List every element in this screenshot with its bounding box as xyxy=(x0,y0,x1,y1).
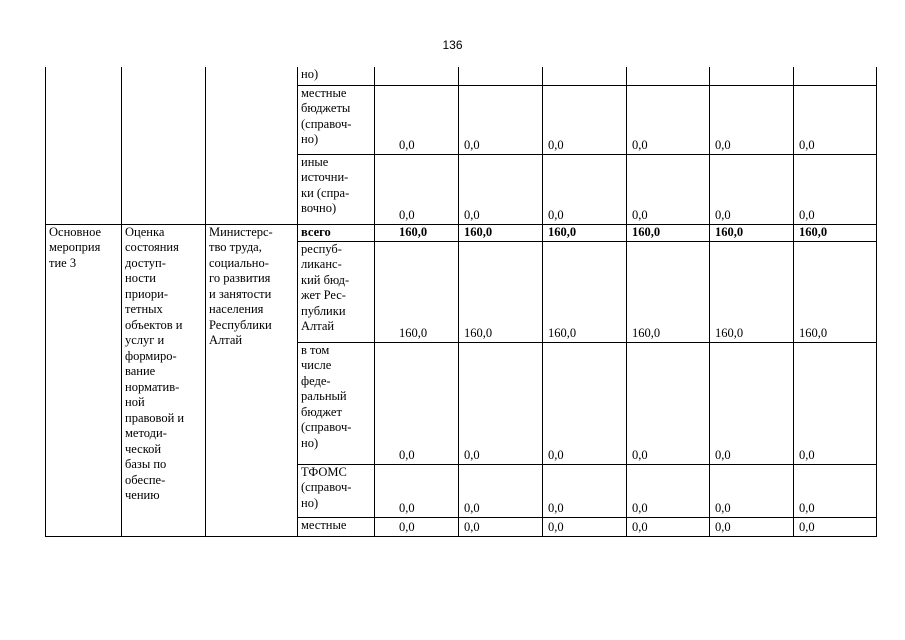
value-cell: 0,0 xyxy=(543,154,627,224)
value-cell: 0,0 xyxy=(543,342,627,464)
value-cell: 0,0 xyxy=(794,517,877,536)
value-cell: 0,0 xyxy=(794,464,877,517)
value-cell: 0,0 xyxy=(543,517,627,536)
funding-source-cell: иные источни- ки (спра- вочно) xyxy=(298,154,375,224)
value-cell: 160,0 xyxy=(794,241,877,342)
value-cell: 0,0 xyxy=(627,85,710,154)
value-cell: 160,0 xyxy=(543,241,627,342)
value-cell: 0,0 xyxy=(375,85,459,154)
funding-source-cell: но) xyxy=(298,67,375,85)
value-cell xyxy=(794,67,877,85)
value-cell: 0,0 xyxy=(710,464,794,517)
measure-title-cell: Оценка состояния доступ- ности приори- тетных объектов и услуг и формиро- вание норматив- ной правовой и методи- ческой базы по обеспе- чению xyxy=(122,224,206,536)
value-cell: 0,0 xyxy=(794,85,877,154)
funding-source-cell: респуб- ликанс- кий бюд- жет Рес- публики Алтай xyxy=(298,241,375,342)
empty-cell xyxy=(122,67,206,224)
value-cell: 0,0 xyxy=(543,85,627,154)
value-cell: 160,0 xyxy=(710,241,794,342)
value-cell: 160,0 xyxy=(375,224,459,241)
table-row xyxy=(46,224,877,241)
value-cell: 160,0 xyxy=(627,241,710,342)
funding-source-cell: ТФОМС (справоч- но) xyxy=(298,464,375,517)
value-cell: 160,0 xyxy=(710,224,794,241)
value-cell: 0,0 xyxy=(459,464,543,517)
value-cell: 0,0 xyxy=(375,517,459,536)
value-cell: 0,0 xyxy=(627,154,710,224)
value-cell: 160,0 xyxy=(375,241,459,342)
value-cell: 0,0 xyxy=(459,154,543,224)
value-cell: 0,0 xyxy=(627,517,710,536)
value-cell xyxy=(459,67,543,85)
value-cell xyxy=(543,67,627,85)
empty-cell xyxy=(46,67,122,224)
executor-cell: Министерс- тво труда, социально- го развития и занятости населения Республики Алтай xyxy=(206,224,298,536)
funding-source-cell: местные xyxy=(298,517,375,536)
value-cell: 160,0 xyxy=(794,224,877,241)
value-cell: 0,0 xyxy=(710,342,794,464)
budget-table xyxy=(45,67,877,537)
value-cell: 0,0 xyxy=(543,464,627,517)
value-cell xyxy=(627,67,710,85)
value-cell: 160,0 xyxy=(627,224,710,241)
table-row xyxy=(46,67,877,85)
value-cell: 0,0 xyxy=(794,154,877,224)
value-cell: 0,0 xyxy=(459,517,543,536)
value-cell: 0,0 xyxy=(375,154,459,224)
funding-source-cell: всего xyxy=(298,224,375,241)
funding-source-cell: местные бюджеты (справоч- но) xyxy=(298,85,375,154)
value-cell xyxy=(710,67,794,85)
value-cell: 160,0 xyxy=(459,224,543,241)
value-cell: 160,0 xyxy=(543,224,627,241)
value-cell: 0,0 xyxy=(627,464,710,517)
value-cell: 0,0 xyxy=(459,342,543,464)
value-cell: 0,0 xyxy=(627,342,710,464)
measure-name-cell: Основное мероприя тие 3 xyxy=(46,224,122,536)
value-cell: 0,0 xyxy=(794,342,877,464)
value-cell: 0,0 xyxy=(710,154,794,224)
funding-source-cell: в том числе феде- ральный бюджет (справоч- но) xyxy=(298,342,375,464)
value-cell: 0,0 xyxy=(459,85,543,154)
value-cell: 0,0 xyxy=(710,85,794,154)
page-number: 136 xyxy=(442,38,463,52)
value-cell: 0,0 xyxy=(710,517,794,536)
empty-cell xyxy=(206,67,298,224)
value-cell: 0,0 xyxy=(375,342,459,464)
value-cell: 160,0 xyxy=(459,241,543,342)
value-cell xyxy=(375,67,459,85)
value-cell: 0,0 xyxy=(375,464,459,517)
